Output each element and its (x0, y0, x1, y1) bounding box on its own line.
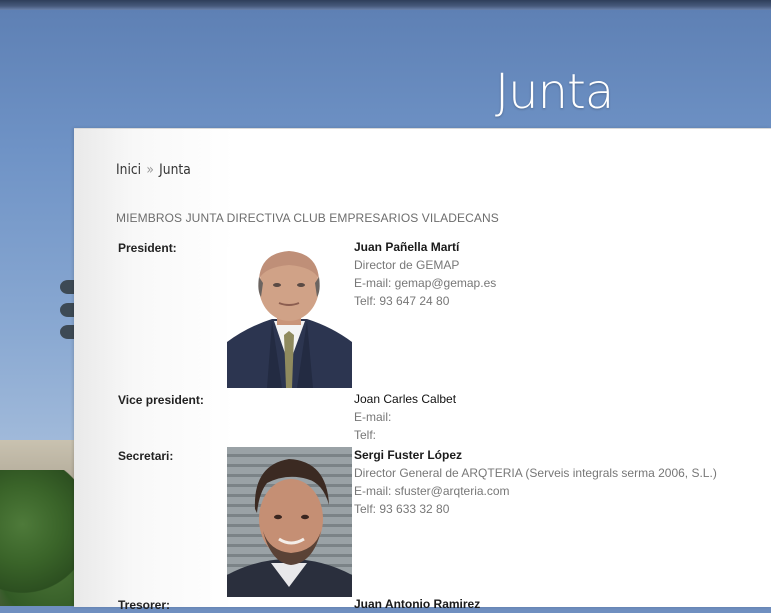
member-info (354, 238, 496, 310)
breadcrumb (116, 162, 191, 178)
portrait-president (227, 247, 352, 388)
content-panel (74, 128, 771, 607)
member-position: Director de GEMAP (354, 258, 460, 272)
background-tree (0, 470, 75, 606)
member-role: Tresorer: (118, 598, 171, 612)
member-role: Vice president: (118, 393, 204, 407)
member-phone: Telf: 93 633 32 80 (354, 502, 450, 516)
member-photo (227, 447, 352, 597)
member-name: Joan Carles Calbet (354, 392, 457, 406)
member-email[interactable]: E-mail: sfuster@arqteria.com (354, 484, 510, 498)
member-name: Juan Pañella Martí (354, 240, 460, 254)
member-email[interactable]: E-mail: (354, 410, 392, 424)
member-position: Director General de ARQTERIA (Serveis integrals serma 2006, S.L.) (354, 466, 717, 480)
member-role: Secretari: (118, 449, 174, 463)
top-bar (0, 0, 771, 10)
member-info (354, 446, 717, 518)
member-info (354, 390, 456, 444)
section-heading: MIEMBROS JUNTA DIRECTIVA CLUB EMPRESARIOS VILADECANS (116, 211, 499, 225)
member-photo (227, 247, 352, 388)
member-name: Juan Antonio Ramirez (354, 597, 481, 611)
page-title: Junta (495, 64, 614, 120)
breadcrumb-separator: » (146, 162, 154, 178)
member-phone: Telf: (354, 428, 377, 442)
member-email[interactable]: E-mail: gemap@gemap.es (354, 276, 497, 290)
member-info (354, 595, 480, 613)
member-phone: Telf: 93 647 24 80 (354, 294, 450, 308)
member-name: Sergi Fuster López (354, 448, 463, 462)
breadcrumb-home-link[interactable]: Inici (116, 162, 142, 178)
breadcrumb-current: Junta (159, 162, 191, 178)
portrait-secretary (227, 447, 352, 597)
member-role: President: (118, 241, 177, 255)
